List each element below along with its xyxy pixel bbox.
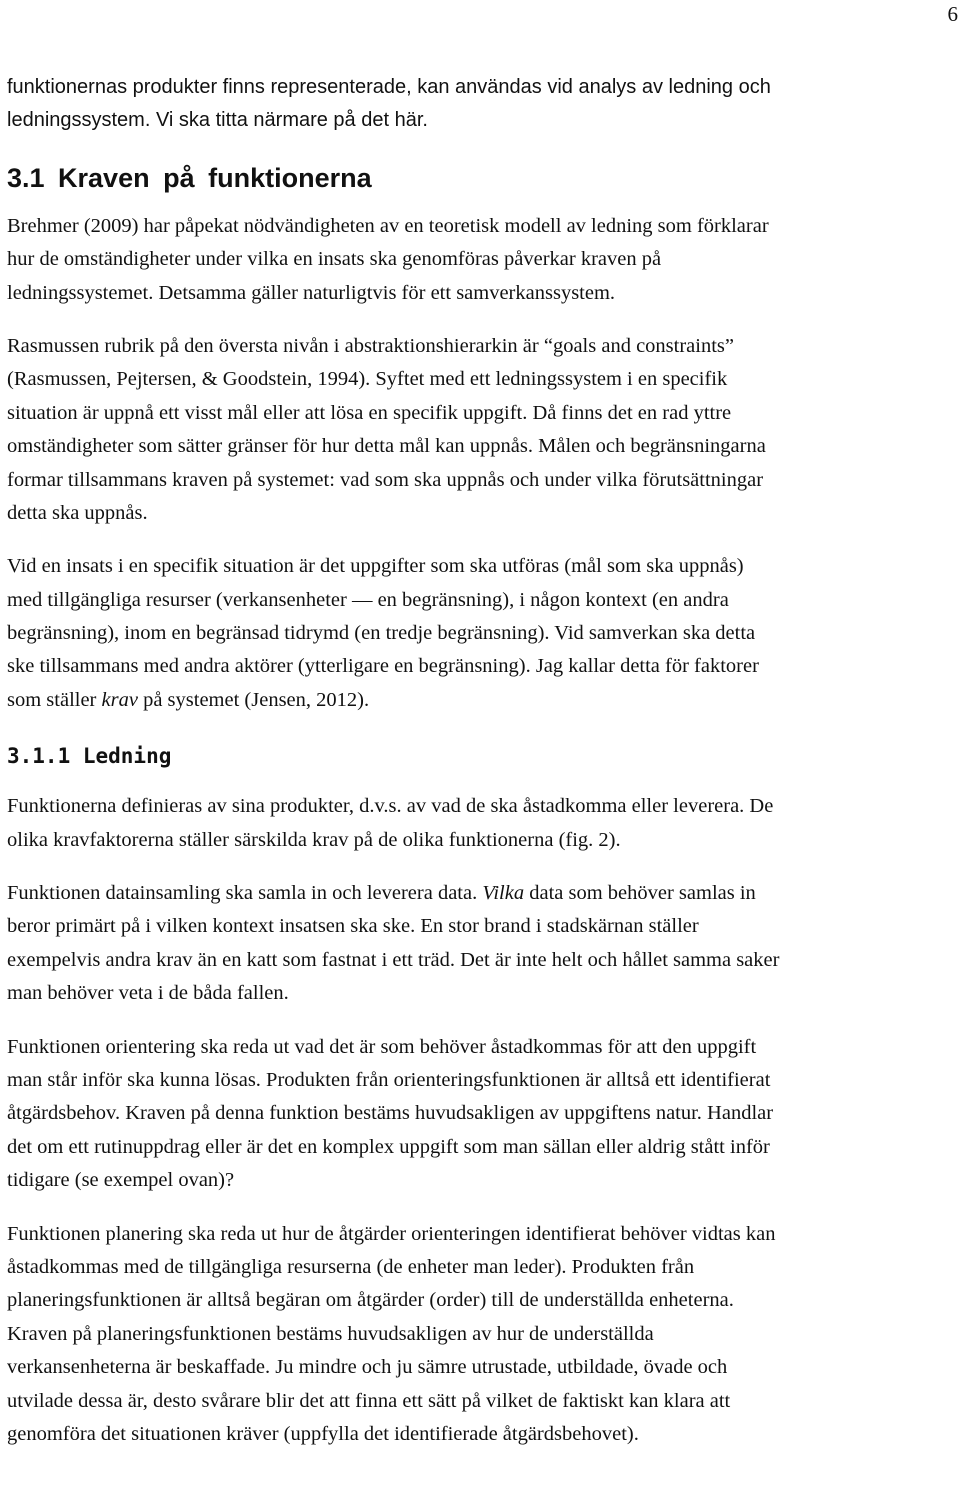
text-line: begränsning), inom en begränsad tidrymd (en tredje begränsning). Vid samverkan ska detta [7,622,756,645]
page-number: 6 [947,2,958,26]
subsection-heading: 3.1.1 Ledning [7,744,172,769]
text-run: på systemet (Jensen, 2012). [137,688,370,711]
text-line: verkansenheterna är beskaffade. Ju mindre och ju sämre utrustade, utbildade, övade och [7,1356,728,1379]
text-run: data som behöver samlas in [524,882,756,905]
text-line: beror primärt på i vilken kontext insatsen ska ske. En stor brand i stadskärnan ställer [7,915,699,938]
text-line: man står inför ska kunna lösas. Produkten från orienteringsfunktionen är alltså ett identifierat [7,1068,771,1091]
text-line [7,277,953,310]
text-line: Kraven på planeringsfunktionen bestäms huvudsakligen av hur de underställda [7,1322,654,1345]
text-line: Vid en insats i en specifik situation är det uppgifter som ska utföras (mål som ska uppnås) [7,555,744,578]
text-line: tidigare (se exempel ovan)? [7,1169,235,1192]
text-line: Funktionen planering ska reda ut hur de åtgärder orienteringen identifierat behöver vidtas kan [7,1222,776,1245]
emphasis-krav: krav [101,688,138,711]
paragraph-datainsamling [7,877,953,1011]
text-line: funktionernas produkter finns representerade, kan användas vid analys av ledning och [7,76,771,98]
text-line: exempelvis andra krav än en katt som fastnat i ett träd. Det är inte helt och hållet samma saker [7,948,780,971]
paragraph-insats [7,550,953,717]
text-line: planeringsfunktionen är alltså begäran om åtgärder (order) till de underställda enheterna. [7,1289,734,1312]
text-line: ske tillsammans med andra aktörer (ytterligare en begränsning). Jag kallar detta för faktorer [7,655,759,678]
text-line: utvilade dessa är, desto svårare blir det att finna ett sätt på vilket de faktiskt kan klara att [7,1389,731,1412]
text-line: åstadkommas med de tillgängliga resurserna (de enheter man leder). Produkten från [7,1255,695,1278]
text-line: Funktionerna definieras av sina produkter, d.v.s. av vad de ska åstadkomma eller leverera. De [7,795,774,818]
text-line: hur de omständigheter under vilka en insats ska genomföras påverkar kraven på [7,248,662,271]
section-heading: 3.1 Kraven på funktionerna [7,162,372,193]
text-run: Funktionen datainsamling ska samla in och leverera data. [7,882,483,905]
paragraph-planering [7,1218,953,1452]
text-line: Rasmussen rubrik på den översta nivån i abstraktionshierarkin är “goals and constraints” [7,334,734,357]
text-line: (Rasmussen, Pejtersen, & Goodstein, 1994). Syftet med ett ledningssystem i en specifik [7,368,728,391]
text-line: man behöver veta i de båda fallen. [7,982,289,1005]
text-line: formar tillsammans kraven på systemet: vad som ska uppnås och under vilka förutsättningar [7,468,764,491]
text-line [7,684,953,717]
paragraph-rasmussen [7,330,953,530]
text-line: med tillgängliga resurser (verkansenheter — en begränsning), i någon kontext (en andra [7,588,729,611]
text-line: det om ett rutinuppdrag eller är det en komplex uppgift som man sällan eller aldrig stått inför [7,1135,770,1158]
text-line: detta ska uppnås. [7,501,148,524]
text-run: ledningssystemet. Detsamma gäller naturligtvis för ett samverkanssystem. [7,281,616,304]
text-line: genomföra det situationen kräver (uppfylla det identifierade åtgärdsbehovet). [7,1422,639,1445]
text-line: åtgärdsbehov. Kraven på denna funktion bestäms huvudsakligen av uppgiftens natur. Handlar [7,1102,774,1125]
text-line: olika kravfaktorerna ställer särskilda krav på de olika funktionerna (fig. 2). [7,828,621,851]
intro-paragraph [7,71,953,138]
text-line: omständigheter som sätter gränser för hur detta mål kan uppnås. Målen och begränsningarna [7,435,766,458]
text-line: Funktionen orientering ska reda ut vad det är som behöver åstadkommas för att den uppgift [7,1035,757,1058]
text-line: Brehmer (2009) har påpekat nödvändigheten av en teoretisk modell av ledning som förklarar [7,214,769,237]
paragraph-orientering [7,1031,953,1198]
text-line [7,877,953,910]
page-body [7,71,953,1451]
emphasis-vilka: Vilka [482,882,525,905]
text-line: ledningssystem. Vi ska titta närmare på det här. [7,109,428,132]
paragraph-funktionerna [7,790,953,857]
text-run: som ställer [7,688,102,711]
text-line: situation är uppnå ett visst mål eller att lösa en specifik uppgift. Då finns det en rad yttre [7,401,732,424]
paragraph-brehmer [7,210,953,310]
